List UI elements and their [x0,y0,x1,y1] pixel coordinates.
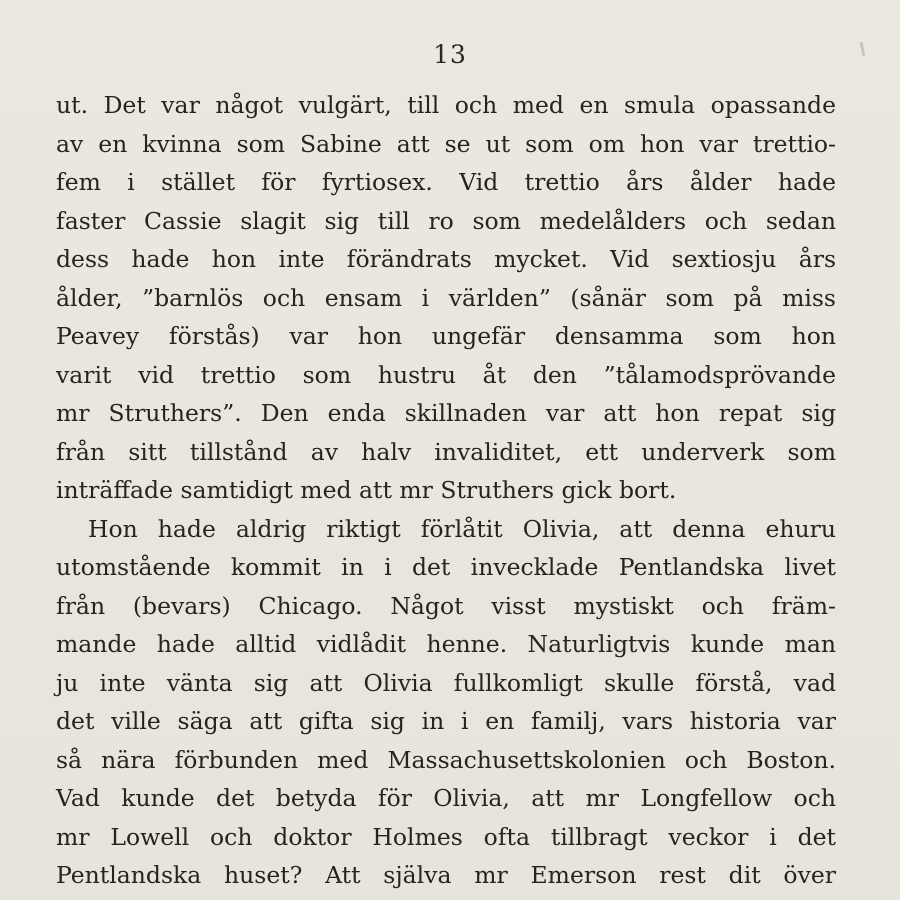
text-line: det ville säga att gifta sig in i en familj, vars historia var [56,707,836,735]
text-line: Peavey förstås) var hon ungefär densamma som hon [56,322,836,350]
text-line: mande hade alltid vidlådit henne. Naturligtvis kunde man [56,630,836,658]
text-line: mr Lowell och doktor Holmes ofta tillbragt veckor i det [56,822,836,851]
text-line-paragraph-start: Hon hade aldrig riktigt förlåtit Olivia, att denna ehuru [88,514,836,543]
text-line: ålder, ”barnlös och ensam i världen” (sånär som på miss [56,283,836,312]
text-line: ut. Det var något vulgärt, till och med en smula opassande [56,91,836,119]
text-line: Pentlandska huset? Att själva mr Emerson rest dit över [56,861,836,889]
text-line: Vad kunde det betyda för Olivia, att mr Longfellow och [56,784,836,812]
text-line: ju inte vänta sig att Olivia fullkomligt skulle förstå, vad [56,668,836,697]
text-line: av en kvinna som Sabine att se ut som om hon var trettio- [56,129,836,158]
text-line: så nära förbunden med Massachusettskolonien och Boston. [56,745,836,774]
body-text [56,86,836,895]
text-line: dess hade hon inte förändrats mycket. Vid sextiosju års [56,245,836,273]
page-number: 13 [433,40,467,69]
text-line: från (bevars) Chicago. Något visst mystiskt och främ- [56,591,836,620]
text-line: utomstående kommit in i det invecklade Pentlandska livet [56,553,836,581]
text-line: faster Cassie slagit sig till ro som medelålders och sedan [56,206,836,235]
text-line-paragraph-end: inträffade samtidigt med att mr Struthers gick bort. [56,476,677,504]
text-line: mr Struthers”. Den enda skillnaden var att hon repat sig [56,399,836,427]
text-line: från sitt tillstånd av halv invaliditet, ett underverk som [56,437,836,466]
text-line: fem i stället för fyrtiosex. Vid trettio års ålder hade [56,168,836,196]
text-line: varit vid trettio som hustru åt den ”tålamodsprövande [56,360,836,389]
